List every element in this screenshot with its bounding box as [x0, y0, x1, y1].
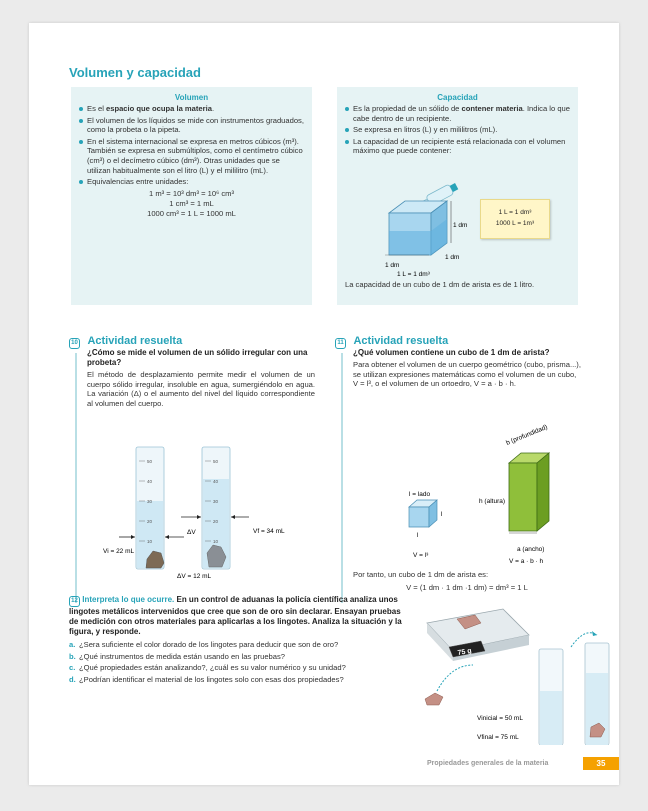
capacidad-caption: La capacidad de un cubo de 1 dm de arista es de 1 litro. — [345, 280, 535, 289]
prism-depth-label: b (profundidad) — [505, 423, 549, 447]
activity-11-result: V = (1 dm · 1 dm ·1 dm) = dm³ = 1 L — [406, 583, 528, 592]
note-line: 1 L = 1 dm³ — [498, 209, 532, 216]
volumen-item: Es el espacio que ocupa la materia. — [79, 104, 304, 114]
prism-width-label: a (ancho) — [517, 546, 545, 553]
geometric-volume-illustration — [359, 423, 569, 568]
volumen-item: El volumen de los líquidos se mide con instrumentos graduados, como la probeta o la pipeta. — [79, 116, 304, 135]
liter-cube-illustration — [349, 173, 489, 283]
activity-11-body — [353, 348, 581, 389]
volumen-item: En el sistema internacional se expresa en metros cúbicos (m³). También se expresa en submúltiplos, como el centímetro cúbico (cm³) o el decímetro cúbico (dm³). Otras unidades que se utilizan habitualmente son el litro (L) y el mililitro (mL). — [79, 137, 304, 175]
page-number: 35 — [583, 757, 619, 770]
cube-lado-label: l = lado — [409, 491, 431, 498]
activity-lead: Interpreta lo que ocurre. — [82, 595, 175, 604]
activity-11-border — [341, 353, 343, 603]
initial-volume-label: Vinicial = 50 mL — [477, 715, 523, 722]
activity-question: ¿Qué volumen contiene un cubo de 1 dm de arista? — [353, 348, 550, 357]
scale-reading: 75 g — [457, 647, 473, 657]
volumen-box — [71, 87, 312, 305]
tick-label: 10 — [147, 539, 153, 544]
volumen-item: Equivalencias entre unidades: — [79, 177, 304, 187]
cube-capacity-label: 1 L = 1 dm³ — [397, 271, 430, 278]
activity-title: Actividad resuelta — [87, 335, 183, 347]
tick-label: 50 — [147, 459, 153, 464]
tick-label: 40 — [147, 479, 153, 484]
textbook-page — [29, 23, 619, 785]
displacement-illustration — [89, 441, 315, 581]
delta-v-result: ΔV = 12 mL — [177, 573, 212, 580]
question-item: a. ¿Sera suficiente el color dorado de los lingotes para deducir que son de oro? — [69, 640, 339, 649]
cube-formula: V = l³ — [413, 552, 429, 559]
tick-label: 20 — [147, 519, 153, 524]
tick-label: 30 — [147, 499, 153, 504]
activity-number: 12 — [69, 596, 80, 607]
activity-10-body — [87, 348, 315, 408]
question-item: b. ¿Qué instrumentos de medida están usando en las pruebas? — [69, 651, 286, 661]
page-title: Volumen y capacidad — [69, 65, 201, 80]
question-item: c. ¿Qué propiedades están analizando?, ¿cuál es su valor numérico y su unidad? — [69, 663, 346, 672]
initial-volume-label: Vi = 22 mL — [103, 548, 135, 555]
activity-answer: El método de desplazamiento permite medir el volumen de un cuerpo sólido irregular, insoluble en agua, sumergiéndolo en agua. La variación (Δ) o el aumento del nivel del líquido correspondiente al volumen del cuerpo. — [87, 370, 315, 408]
metal-sample-icon — [425, 693, 443, 705]
cube-edge-l: l — [417, 532, 419, 539]
final-volume-label: Vfinal = 75 mL — [477, 734, 519, 741]
activity-answer: Para obtener el volumen de un cuerpo geométrico (cubo, prisma...), se utilizan expresiones matemáticas como el volumen de un cubo, V = l³, o el volumen de un ortoedro, V = a · b · h. — [353, 360, 581, 389]
final-volume-label: Vf = 34 mL — [253, 528, 285, 535]
tick-label: 40 — [213, 479, 219, 484]
equation: 1 m³ = 10³ dm³ = 10⁶ cm³ — [149, 188, 234, 198]
tick-label: 10 — [213, 539, 219, 544]
tick-label: 30 — [213, 499, 219, 504]
activity-intro: En un control de aduanas la policía científica analiza unos lingotes metálicos intervenidos que cree que son de oro sin declarar. Ensayan pruebas de medición con otros materiales para aplicarlas a los lingotes. Analiza la situación y la figura, y responde. — [69, 595, 402, 636]
equivalence-note — [480, 199, 550, 239]
activity-question: ¿Cómo se mide el volumen de un sólido irregular con una probeta? — [87, 348, 308, 367]
customs-measurement-illustration — [421, 595, 613, 745]
volumen-list — [79, 104, 304, 187]
activity-10-border — [75, 353, 77, 603]
activity-12-intro — [69, 595, 404, 637]
cube-edge-label: 1 dm — [445, 254, 460, 261]
capacidad-item: Se expresa en litros (L) y en mililitros (mL). — [345, 125, 570, 135]
capacidad-heading: Capacidad — [437, 93, 478, 102]
question-list — [69, 640, 404, 684]
activity-11-conclusion: Por tanto, un cubo de 1 dm de arista es: — [353, 570, 489, 579]
activity-11-header — [335, 331, 448, 349]
footer-section-title: Propiedades generales de la materia — [427, 760, 549, 767]
delta-v-label: ΔV — [187, 529, 196, 536]
tick-label: 20 — [213, 519, 219, 524]
activity-10-header — [69, 331, 182, 349]
capacidad-item: Es la propiedad de un sólido de contener materia. Indica lo que cabe dentro de un recipiente. — [345, 104, 570, 123]
cube-edge-label: 1 dm — [453, 222, 468, 229]
activity-number: 10 — [69, 338, 80, 349]
equation: 1 cm³ = 1 mL — [169, 198, 214, 208]
activity-title: Actividad resuelta — [353, 335, 449, 347]
capacidad-list — [345, 104, 570, 156]
capacidad-item: La capacidad de un recipiente está relacionada con el volumen máximo que puede contener: — [345, 137, 570, 156]
volumen-heading: Volumen — [174, 93, 209, 102]
tick-label: 50 — [213, 459, 219, 464]
equation: 1000 cm³ = 1 L = 1000 mL — [147, 208, 236, 218]
note-line: 1000 L = 1m³ — [495, 220, 535, 227]
prism-height-label: h (altura) — [479, 498, 506, 505]
cube-edge-label: 1 dm — [385, 262, 400, 269]
question-item: d. ¿Podrían identificar el material de los lingotes solo con esas dos propiedades? — [69, 674, 344, 684]
cube-edge-l: l — [441, 511, 443, 518]
prism-formula: V = a · b · h — [509, 558, 544, 565]
activity-number: 11 — [335, 338, 346, 349]
activity-12-text — [69, 595, 404, 686]
